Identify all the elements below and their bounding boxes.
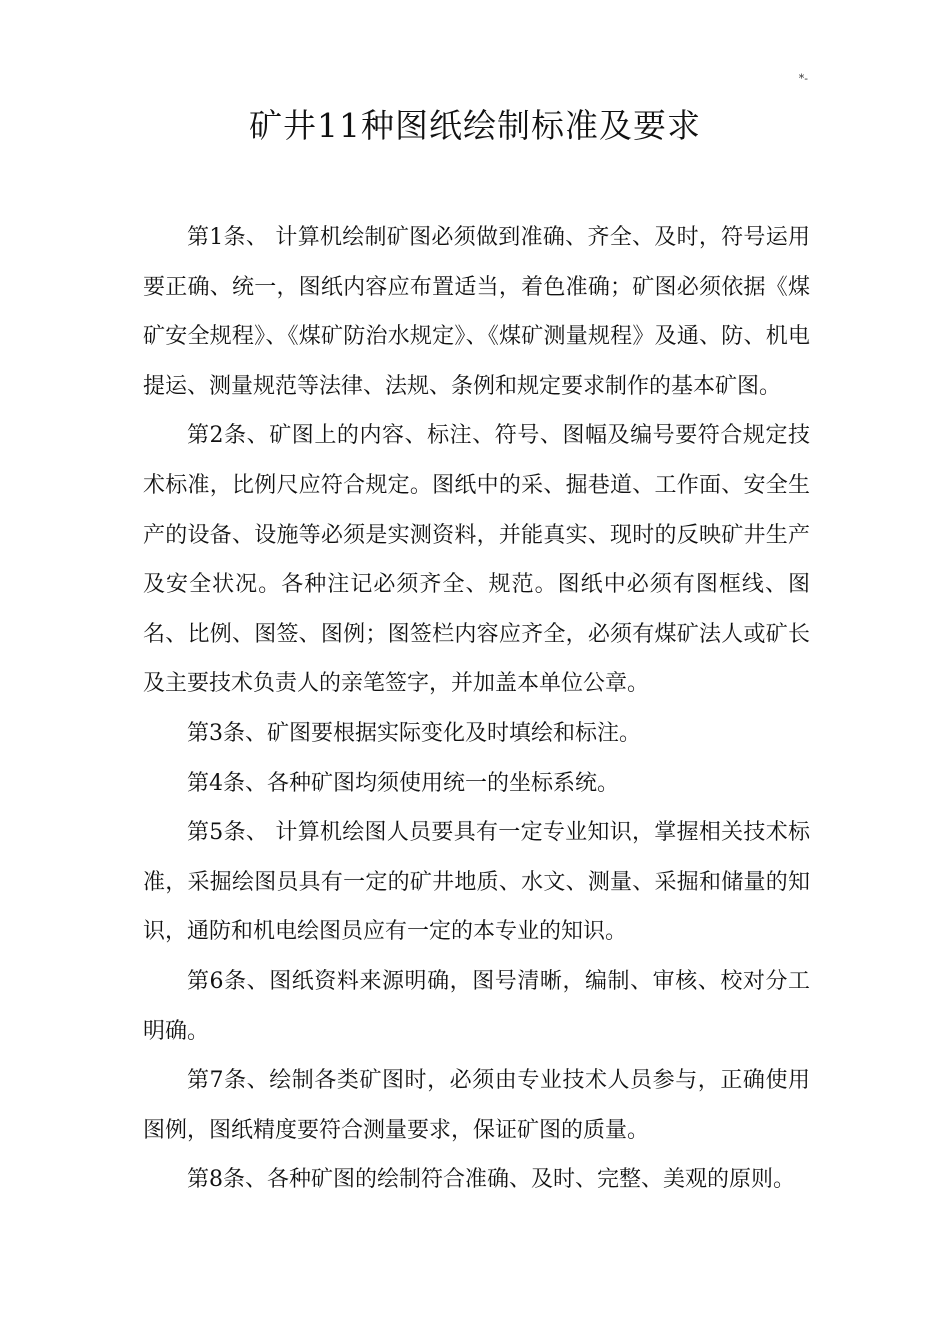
article-2-paragraph: 第2条、矿图上的内容、标注、符号、图幅及编号要符合规定技术标准，比例尺应符合规定。图纸中的采、掘巷道、工作面、安全生产的设备、设施等必须是实测资料，并能真实、现时的反映矿井生产及安全状况。各种注记必须齐全、规范。图纸中必须有图框线、图名、比例、图签、图例；图签栏内容应齐全，必须有煤矿法人或矿长及主要技术负责人的亲笔签字，并加盖本单位公章。: [143, 423, 810, 697]
document-title: 矿井11种图纸绘制标准及要求: [249, 106, 701, 145]
article-6-paragraph: 第6条、图纸资料来源明确，图号清晰，编制、审核、校对分工明确。: [143, 968, 810, 1044]
document-body: [143, 213, 810, 1205]
article-1-paragraph: 第1条、 计算机绘制矿图必须做到准确、齐全、及时，符号运用要正确、统一，图纸内容应布置适当，着色准确；矿图必须依据《煤矿安全规程》、《煤矿防治水规定》、《煤矿测量规程》及通、防、机电提运、测量规范等法律、法规、条例和规定要求制作的基本矿图。: [143, 225, 810, 399]
article-5-paragraph: 第5条、 计算机绘图人员要具有一定专业知识，掌握相关技术标准，采掘绘图员具有一定的矿井地质、水文、测量、采掘和储量的知识，通防和机电绘图员应有一定的本专业的知识。: [143, 820, 810, 945]
article-3-paragraph: 第3条、矿图要根据实际变化及时填绘和标注。: [187, 720, 641, 746]
article-4-paragraph: 第4条、各种矿图均须使用统一的坐标系统。: [187, 770, 619, 796]
article-8-paragraph: 第8条、各种矿图的绘制符合准确、及时、完整、美观的原则。: [187, 1167, 795, 1193]
page-header-mark: *-: [798, 72, 808, 85]
article-7-paragraph: 第7条、绘制各类矿图时，必须由专业技术人员参与，正确使用图例，图纸精度要符合测量要求，保证矿图的质量。: [143, 1068, 810, 1143]
